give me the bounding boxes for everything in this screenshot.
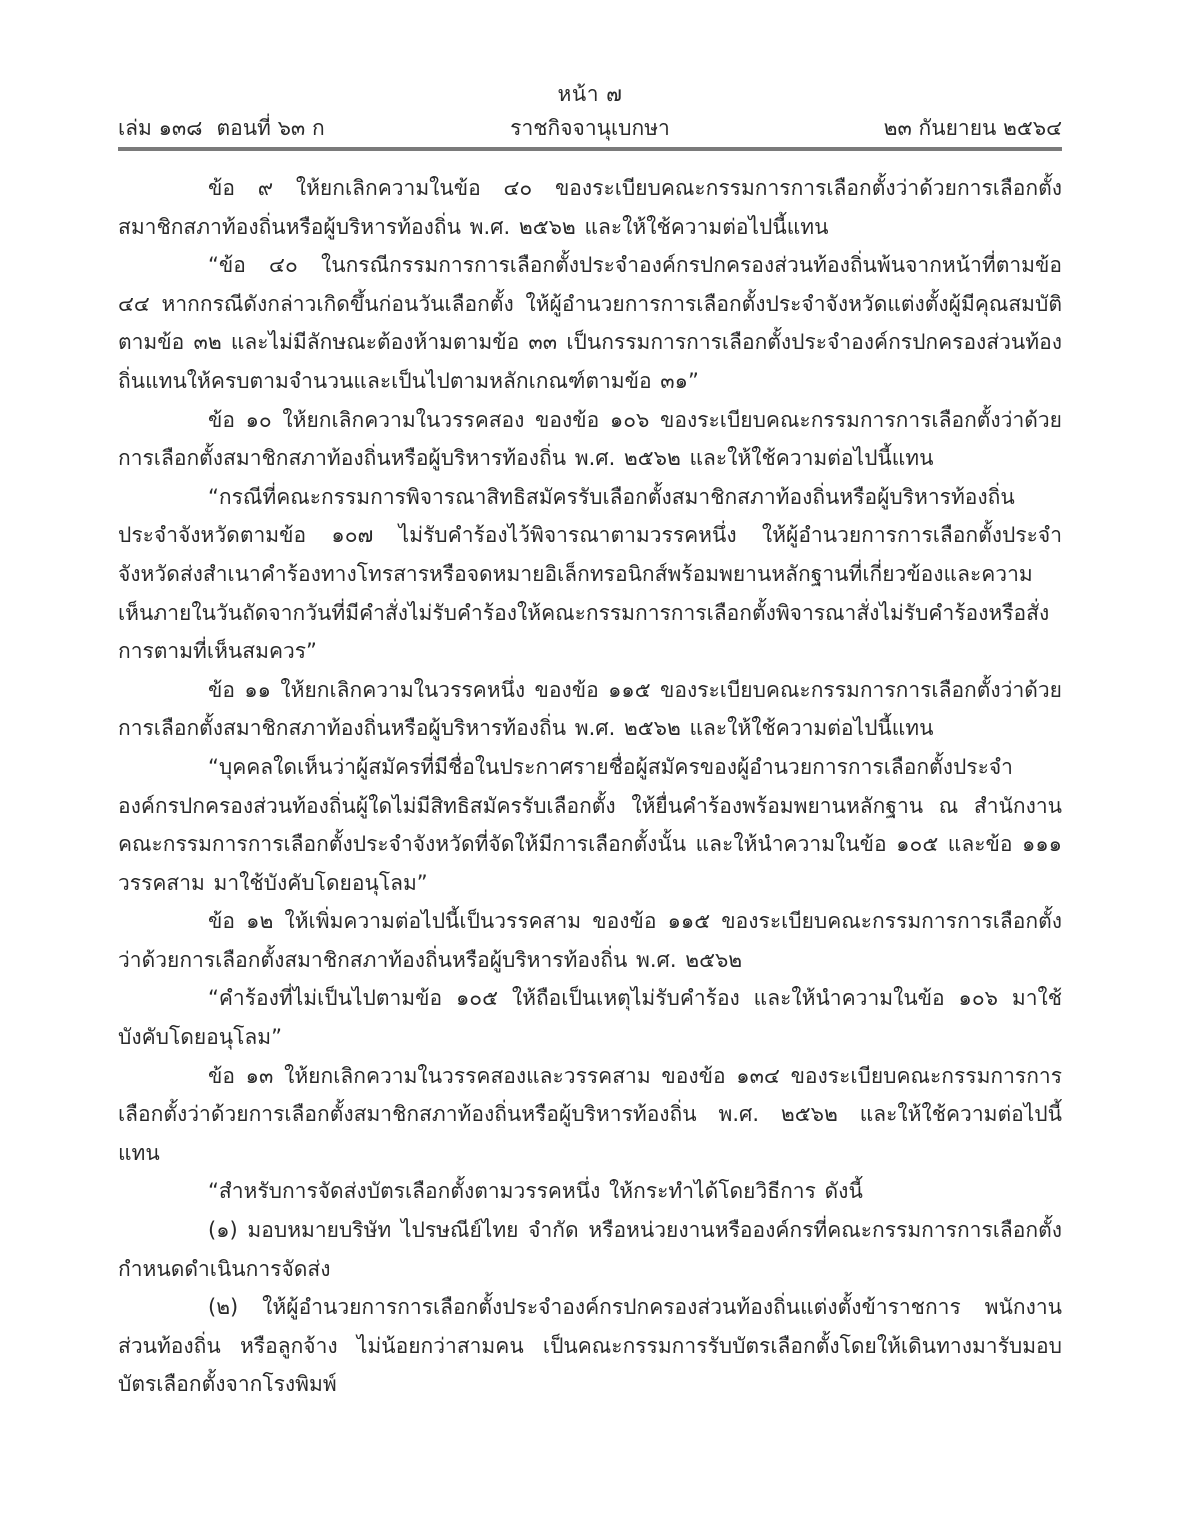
paragraph-clause-115-text: “บุคคลใดเห็นว่าผู้สมัครที่มีชื่อในประกาศรายชื่อผู้สมัครของผู้อำนวยการการเลือกตั้งประจำองค์กรปกครองส่วนท้องถิ่นผู้ใดไม่มีสิทธิสมัครรับเลือกตั้ง ให้ยื่นคำร้องพร้อมพยานหลักฐาน ณ สำนักงานคณะกรรมการการเลือกตั้งประจำจังหวัดที่จัดให้มีการเลือกตั้งนั้น และให้นำความในข้อ ๑๐๕ และข้อ ๑๑๑ วรรคสาม มาใช้บังคับโดยอนุโลม”: [118, 754, 1062, 895]
paragraph-clause-13: ข้อ ๑๓ ให้ยกเลิกความในวรรคสองและวรรคสาม ของข้อ ๑๓๔ ของระเบียบคณะกรรมการการเลือกตั้งว่าด้วยการเลือกตั้งสมาชิกสภาท้องถิ่นหรือผู้บริหารท้องถิ่น พ.ศ. ๒๕๖๒ และให้ใช้ความต่อไปนี้แทน: [118, 1063, 1062, 1165]
publication-date: ๒๓ กันยายน ๒๕๖๔: [883, 116, 1062, 140]
paragraph-delivery-item-2: (๒) ให้ผู้อำนวยการการเลือกตั้งประจำองค์กรปกครองส่วนท้องถิ่นแต่งตั้งข้าราชการ พนักงานส่วนท้องถิ่น หรือลูกจ้าง ไม่น้อยกว่าสามคน เป็นคณะกรรมการรับบัตรเลือกตั้งโดยให้เดินทางมารับมอบบัตรเลือกตั้งจากโรงพิมพ์: [118, 1295, 1062, 1397]
issue-label: ตอนที่ ๖๓ ก: [216, 116, 325, 140]
document-body: [118, 169, 1062, 1404]
paragraph-clause-10: ข้อ ๑๐ ให้ยกเลิกความในวรรคสอง ของข้อ ๑๐๖ ของระเบียบคณะกรรมการการเลือกตั้งว่าด้วยการเลือกตั้งสมาชิกสภาท้องถิ่นหรือผู้บริหารท้องถิ่น พ.ศ. ๒๕๖๒ และให้ใช้ความต่อไปนี้แทน: [118, 407, 1062, 471]
gazette-header: [118, 110, 1062, 151]
paragraph-clause-40-text: “ข้อ ๔๐ ในกรณีกรรมการการเลือกตั้งประจำองค์กรปกครองส่วนท้องถิ่นพ้นจากหน้าที่ตามข้อ ๔๔ หากกรณีดังกล่าวเกิดขึ้นก่อนวันเลือกตั้ง ให้ผู้อำนวยการการเลือกตั้งประจำจังหวัดแต่งตั้งผู้มีคุณสมบัติตามข้อ ๓๒ และไม่มีลักษณะต้องห้ามตามข้อ ๓๓ เป็นกรรมการการเลือกตั้งประจำองค์กรปกครองส่วนท้องถิ่นแทนให้ครบตามจำนวนและเป็นไปตามหลักเกณฑ์ตามข้อ ๓๑”: [118, 253, 1062, 393]
paragraph-delivery-item-1: (๑) มอบหมายบริษัท ไปรษณีย์ไทย จำกัด หรือหน่วยงานหรือองค์กรที่คณะกรรมการการเลือกตั้งกำหนดดำเนินการจัดส่ง: [118, 1218, 1062, 1281]
volume-label: เล่ม ๑๓๘: [118, 116, 203, 140]
page-number: หน้า ๗: [557, 82, 623, 106]
gazette-page: [118, 78, 1062, 1404]
volume-issue: [118, 112, 325, 144]
paragraph-clause-9: ข้อ ๙ ให้ยกเลิกความในข้อ ๔๐ ของระเบียบคณะกรรมการการเลือกตั้งว่าด้วยการเลือกตั้งสมาชิกสภาท้องถิ่นหรือผู้บริหารท้องถิ่น พ.ศ. ๒๕๖๒ และให้ใช้ความต่อไปนี้แทน: [118, 176, 1062, 239]
paragraph-clause-115-para3: “คำร้องที่ไม่เป็นไปตามข้อ ๑๐๕ ให้ถือเป็นเหตุไม่รับคำร้อง และให้นำความในข้อ ๑๐๖ มาใช้บังคับโดยอนุโลม”: [118, 986, 1062, 1050]
publication-title: ราชกิจจานุเบกษา: [510, 116, 670, 140]
paragraph-clause-12: ข้อ ๑๒ ให้เพิ่มความต่อไปนี้เป็นวรรคสาม ของข้อ ๑๑๕ ของระเบียบคณะกรรมการการเลือกตั้งว่าด้วยการเลือกตั้งสมาชิกสภาท้องถิ่นหรือผู้บริหารท้องถิ่น พ.ศ. ๒๕๖๒: [118, 909, 1062, 972]
paragraph-clause-11: ข้อ ๑๑ ให้ยกเลิกความในวรรคหนึ่ง ของข้อ ๑๑๕ ของระเบียบคณะกรรมการการเลือกตั้งว่าด้วยการเลือกตั้งสมาชิกสภาท้องถิ่นหรือผู้บริหารท้องถิ่น พ.ศ. ๒๕๖๒ และให้ใช้ความต่อไปนี้แทน: [118, 677, 1062, 741]
paragraph-clause-106-text: “กรณีที่คณะกรรมการพิจารณาสิทธิสมัครรับเลือกตั้งสมาชิกสภาท้องถิ่นหรือผู้บริหารท้องถิ่นประจำจังหวัดตามข้อ ๑๐๗ ไม่รับคำร้องไว้พิจารณาตามวรรคหนึ่ง ให้ผู้อำนวยการการเลือกตั้งประจำจังหวัดส่งสำเนาคำร้องทางโทรสารหรือจดหมายอิเล็กทรอนิกส์พร้อมพยานหลักฐานที่เกี่ยวข้องและความเห็นภายในวันถัดจากวันที่มีคำสั่งไม่รับคำร้องให้คณะกรรมการการเลือกตั้งพิจารณาสั่งไม่รับคำร้องหรือสั่งการตามที่เห็นสมควร”: [118, 484, 1062, 664]
paragraph-delivery-intro: “สำหรับการจัดส่งบัตรเลือกตั้งตามวรรคหนึ่ง ให้กระทำได้โดยวิธีการ ดังนี้: [208, 1179, 863, 1204]
